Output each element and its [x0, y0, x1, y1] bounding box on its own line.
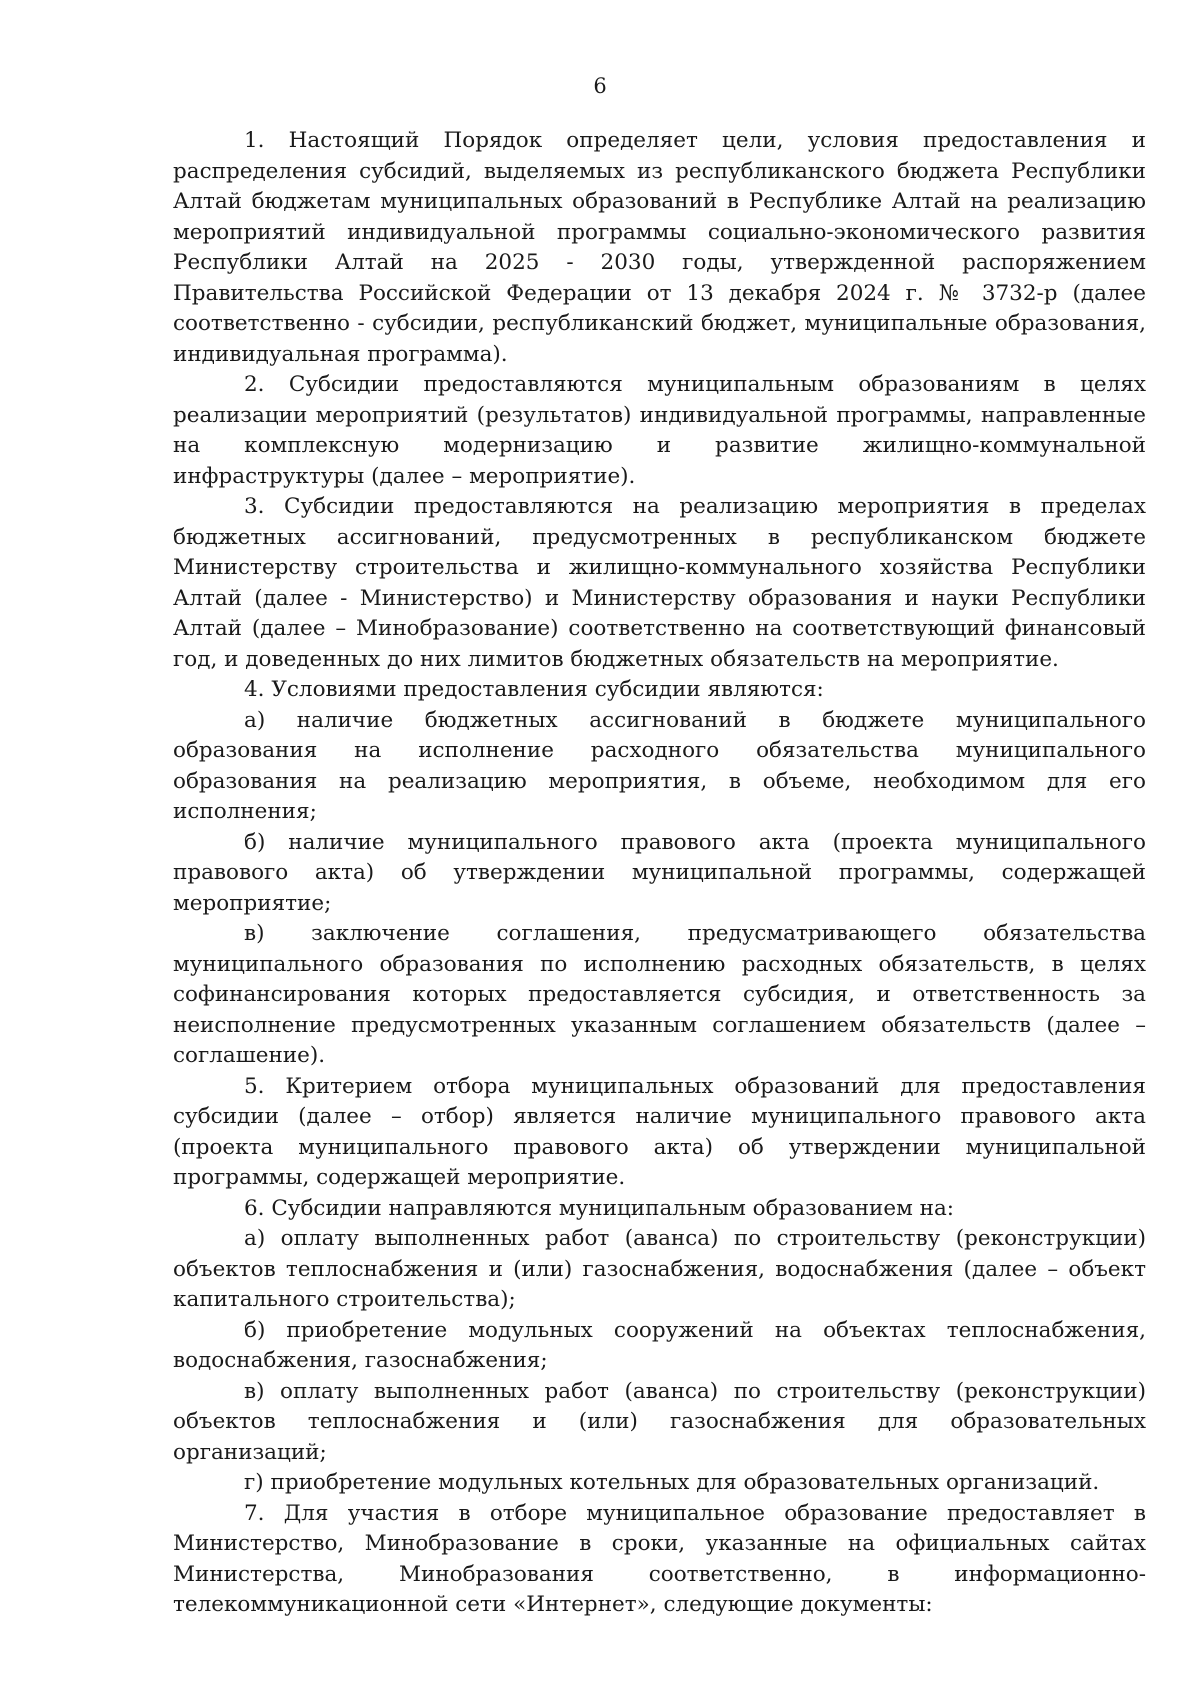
paragraph-4v-condition: в) заключение соглашения, предусматривающего обязательства муниципального образования по исполнению расходных обязательств, в целях софинансирования которых предоставляется субсидия, и ответственность за неисполнение предусмотренных указанным соглашением обязательств (далее – соглашение).: [173, 921, 1146, 1068]
paragraph-5-selection-criterion: 5. Критерием отбора муниципальных образований для предоставления субсидии (далее – отбор) является наличие муниципального правового акта (проекта муниципального правового акта) об утверждении муниципальной программы, содержащей мероприятие.: [173, 1073, 1146, 1190]
paragraph-6g-direction: г) приобретение модульных котельных для образовательных организаций.: [244, 1470, 1100, 1495]
paragraph-7-documents: 7. Для участия в отборе муниципальное образование предоставляет в Министерство, Минобразование в сроки, указанные на официальных сайтах Министерства, Минобразования соответственно, в информационно-телекоммуникационной сети «Интернет», следующие документы:: [173, 1500, 1146, 1617]
paragraph-3-budget-allocations: 3. Субсидии предоставляются на реализацию мероприятия в пределах бюджетных ассигнований, предусмотренных в республиканском бюджете Министерству строительства и жилищно-коммунального хозяйства Республики Алтай (далее - Министерство) и Министерству образования и науки Республики Алтай (далее – Минобразование) соответственно на соответствующий финансовый год, и доведенных до них лимитов бюджетных обязательств на мероприятие.: [173, 494, 1146, 672]
paragraph-6v-direction: в) оплату выполненных работ (аванса) по строительству (реконструкции) объектов теплоснабжения и (или) газоснабжения для образовательных организаций;: [173, 1378, 1146, 1465]
paragraph-6-directions-heading: 6. Субсидии направляются муниципальным образованием на:: [244, 1195, 955, 1221]
paragraph-6a-direction: а) оплату выполненных работ (аванса) по строительству (реконструкции) объектов теплоснабжения и (или) газоснабжения, водоснабжения (далее – объект капитального строительства);: [173, 1226, 1146, 1312]
paragraph-1-purpose: 1. Настоящий Порядок определяет цели, условия предоставления и распределения субсидий, выделяемых из республиканского бюджета Республики Алтай бюджетам муниципальных образований в Республике Алтай на реализацию мероприятий индивидуальной программы социально-экономического развития Республики Алтай на 2025 - 2030 годы, утвержденной распоряжением Правительства Российской Федерации от 13 декабря 2024 г. № 3732-р (далее соответственно - субсидии, республиканский бюджет, муниципальные образования, индивидуальная программа).: [173, 128, 1146, 367]
paragraph-4-conditions-heading: 4. Условиями предоставления субсидии являются:: [244, 677, 824, 702]
page-number: 6: [593, 74, 607, 98]
document-body: [173, 126, 1146, 1621]
paragraph-6b-direction: б) приобретение модульных сооружений на объектах теплоснабжения, водоснабжения, газоснабжения;: [173, 1317, 1146, 1373]
paragraph-4b-condition: б) наличие муниципального правового акта (проекта муниципального правового акта) об утверждении муниципальной программы, содержащей мероприятие;: [173, 829, 1146, 916]
paragraph-2-subsidy-goals: 2. Субсидии предоставляются муниципальным образованиям в целях реализации мероприятий (результатов) индивидуальной программы, направленные на комплексную модернизацию и развитие жилищно-коммунальной инфраструктуры (далее – мероприятие).: [173, 372, 1146, 489]
paragraph-4a-condition: а) наличие бюджетных ассигнований в бюджете муниципального образования на исполнение расходного обязательства муниципального образования на реализацию мероприятия, в объеме, необходимом для его исполнения;: [173, 707, 1146, 824]
